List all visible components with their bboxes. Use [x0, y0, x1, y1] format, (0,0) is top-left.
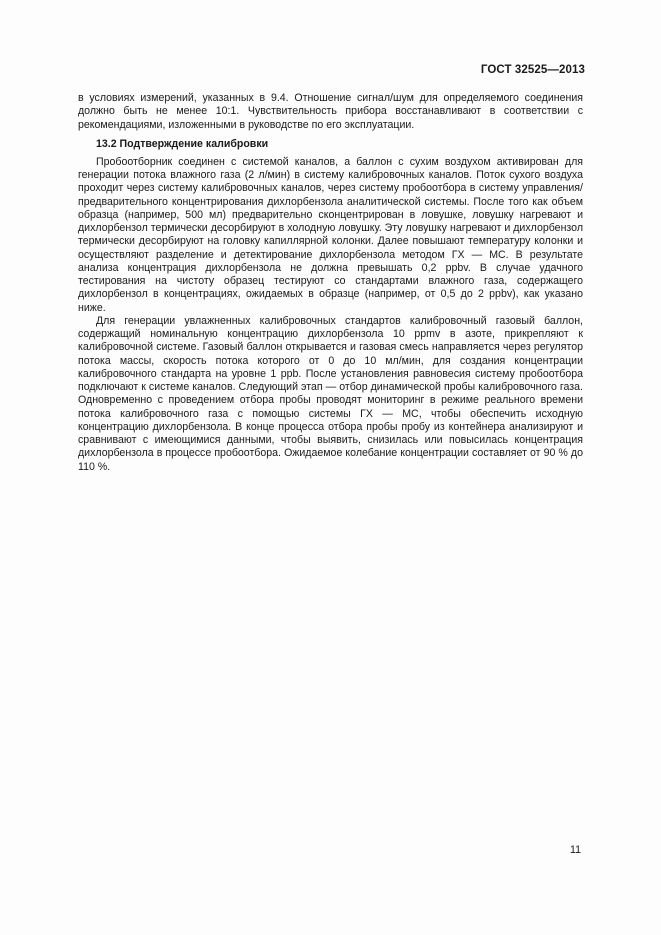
document-body	[78, 92, 583, 474]
page-number: 11	[570, 844, 581, 856]
paragraph-calibration-standards: Для генерации увлажненных калибровочных стандартов калибровочный газовый баллон, содержащий номинальную концентрацию дихлорбензола 10 ppmv в азоте, прикрепляют к калибровочной системе. Газовый баллон открывается и газовая смесь направляется через регулятор потока массы, скорость потока которого от 0 до 10 мл/мин, для создания концентрации калибровочного стандарта на уровне 1 ppb. После установления равновесия систему пробоотбора подключают к системе каналов. Следующий этап — отбор динамической пробы калибровочного газа. Одновременно с проведением отбора пробы проводят мониторинг в режиме реального времени потока калибровочного газа с помощью системы ГХ — МС, чтобы обеспечить исходную концентрацию дихлорбензола. В конце процесса отбора пробы пробу из контейнера анализируют и сравнивают с имеющимися данными, чтобы выявить, снизилась или повысилась концентрация дихлорбензола в процессе пробоотбора. Ожидаемое колебание концентрации составляет от 90 % до 110 %.	[78, 314, 583, 473]
document-code: ГОСТ 32525—2013	[480, 64, 585, 76]
paragraph-calibration-check: Пробоотборник соединен с системой каналов, а баллон с сухим воздухом активирован для генерации потока влажного газа (2 л/мин) в систему калибровочных каналов. Поток сухого воздуха проходит через систему калибровочных каналов, через систему пробоотбора в систему управления/предварительного концентрирования дихлорбензола аналитической системы. После того как объем образца (например, 500 мл) предварительно сконцентрирован в ловушке, ловушку нагревают и дихлорбензол термически десорбируют в холодную ловушку. Эту ловушку нагревают и дихлорбензол термически десорбируют на головку капиллярной колонки. Далее повышают температуру колонки и осуществляют разделение и детектирование дихлорбензола методом ГХ — МС. В результате анализа концентрация дихлорбензола не должна превышать 0,2 ppbv. В случае удачного тестирования на чистоту образец тестируют со стандартами влажного газа, содержащего дихлорбензол в концентрациях, ожидаемых в образце (например, от 0,5 до 2 ppbv), как указано ниже.	[78, 155, 583, 314]
section-heading: 13.2 Подтверждение калибровки	[96, 137, 269, 150]
paragraph-intro: в условиях измерений, указанных в 9.4. Отношение сигнал/шум для определяемого соединения должно быть не менее 10:1. Чувствительность прибора восстанавливают в соответствии с рекомендациями, изложенными в руководстве по его эксплуатации.	[78, 92, 583, 131]
